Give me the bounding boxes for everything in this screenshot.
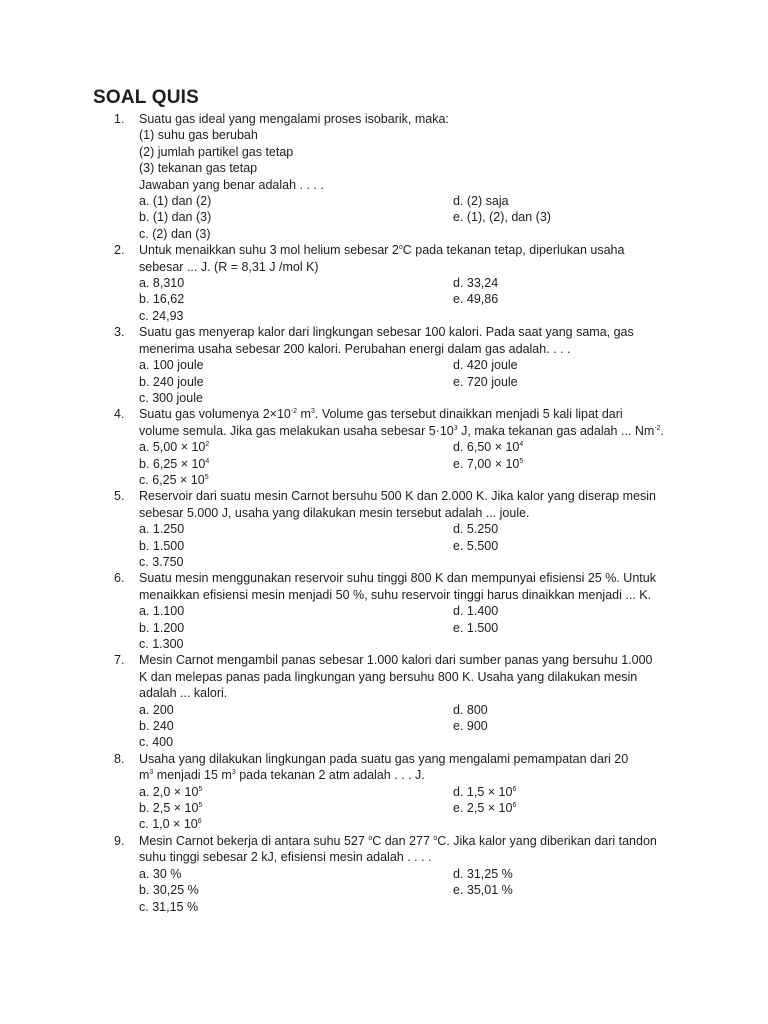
question-text-line: Suatu gas ideal yang mengalami proses isobarik, maka: <box>139 112 449 126</box>
question-item <box>0 242 768 324</box>
answer-option: c. $6,25 \times 10^5$ <box>139 472 209 487</box>
answer-option: a. 8,310 <box>139 276 185 291</box>
answer-option: a. 1.250 <box>139 522 185 537</box>
question-item <box>0 406 768 488</box>
question-item <box>0 751 768 833</box>
question-number: 5. <box>114 489 125 504</box>
question-text-line: (2) jumlah partikel gas tetap <box>139 144 294 159</box>
answer-option: b. 16,62 <box>139 292 185 307</box>
question-text-line: $m^3$ menjadi 15 $m^3$ pada tekanan 2 atm adalah . . . J. <box>139 768 425 783</box>
answer-option: a. (1) dan (2) <box>139 194 212 209</box>
question-text-line: Suatu gas volumenya $2\times 10^{-2}$ $m^3$. Volume gas tersebut dinaikkan menjadi 5 kali lipat dari <box>139 407 623 422</box>
answer-options <box>0 702 768 751</box>
answer-option: e. 5.500 <box>453 538 499 553</box>
question-number: 1. <box>114 112 125 126</box>
question-list <box>0 111 768 915</box>
question-text-line: menaikkan efisiensi mesin menjadi 50 %, suhu reservoir tinggi harus dinaikkan menjadi ... K. <box>139 587 652 602</box>
question-text-line: adalah ... kalori. <box>139 686 228 701</box>
question-item <box>0 570 768 652</box>
question-item <box>0 111 768 242</box>
question-number: 8. <box>114 751 125 766</box>
answer-option: d. 800 <box>453 702 488 717</box>
answer-options <box>0 784 768 833</box>
answer-option: e. 900 <box>453 719 488 734</box>
question-number: 3. <box>114 325 125 340</box>
answer-options <box>0 193 768 242</box>
question-text-line: volume semula. Jika gas melakukan usaha sebesar $5\cdot 10^3$ J, maka tekanan gas adalah ... $Nm^{-2}$. <box>139 423 665 438</box>
question-item <box>0 324 768 406</box>
answer-option: c. $1,0 \times 10^6$ <box>139 817 202 832</box>
answer-option: e. $7,00 \times 10^5$ <box>453 456 524 471</box>
question-number: 2. <box>114 243 125 258</box>
answer-option: c. 300 joule <box>139 390 203 405</box>
answer-option: b. 1.200 <box>139 620 185 635</box>
answer-option: b. 30,25 % <box>139 883 199 898</box>
question-text-line: Mesin Carnot bekerja di antara suhu 527 $^o$C dan 277 $^o$C. Jika kalor yang diberikan dari tandon <box>139 833 657 848</box>
answer-option: a. 200 <box>139 702 174 717</box>
question-number: 4. <box>114 407 125 422</box>
question-text-line: K dan melepas panas pada lingkungan yang bersuhu 800 K. Usaha yang dilakukan mesin <box>139 669 638 684</box>
question-text-line: Usaha yang dilakukan lingkungan pada suatu gas yang mengalami pemampatan dari 20 <box>139 751 629 766</box>
question-text-line: sebesar 5.000 J, usaha yang dilakukan mesin tersebut adalah ... joule. <box>139 505 530 520</box>
question-item <box>0 652 768 750</box>
question-text-line: Suatu mesin menggunakan reservoir suhu tinggi 800 K dan mempunyai efisiensi 25 %. Untuk <box>139 571 656 586</box>
answer-option: e. $2,5 \times 10^6$ <box>453 801 517 816</box>
answer-option: c. 400 <box>139 735 174 750</box>
answer-option: a. $5,00 \times 10^2$ <box>139 440 210 455</box>
answer-options <box>0 866 768 915</box>
question-text-line: (3) tekanan gas tetap <box>139 161 258 176</box>
answer-option: b. $6,25 \times 10^4$ <box>139 456 210 471</box>
answer-option: d. 31,25 % <box>453 866 513 881</box>
answer-option: c. 24,93 <box>139 308 184 323</box>
answer-option: b. 240 <box>139 719 174 734</box>
question-number: 6. <box>114 571 125 586</box>
answer-option: e. 49,86 <box>453 292 499 307</box>
answer-option: a. $2,0 \times 10^5$ <box>139 784 203 799</box>
question-text-line: Jawaban yang benar adalah . . . . <box>139 177 324 192</box>
answer-option: d. 33,24 <box>453 276 499 291</box>
answer-option: a. 1.100 <box>139 604 185 619</box>
page-title: SOAL QUIS <box>93 87 199 108</box>
question-number: 9. <box>114 833 125 848</box>
question-text-line: Untuk menaikkan suhu 3 mol helium sebesar 2$^o$C pada tekanan tetap, diperlukan usaha <box>139 243 625 258</box>
answer-option: c. 1.300 <box>139 637 184 651</box>
answer-options <box>0 521 768 570</box>
answer-options <box>0 603 768 652</box>
answer-option: d. 5.250 <box>453 522 499 537</box>
question-item <box>0 833 768 915</box>
answer-option: b. (1) dan (3) <box>139 210 212 225</box>
answer-option: d. $6,50 \times 10^4$ <box>453 440 524 455</box>
answer-option: b. 1.500 <box>139 538 185 553</box>
question-text-line: Reservoir dari suatu mesin Carnot bersuhu 500 K dan 2.000 K. Jika kalor yang diserap mesin <box>139 489 656 504</box>
question-text-line: sebesar ... J. (R = 8,31 J /mol K) <box>139 259 319 274</box>
question-text-line: Mesin Carnot mengambil panas sebesar 1.000 kalori dari sumber panas yang bersuhu 1.000 <box>139 653 653 668</box>
question-text-line: suhu tinggi sebesar 2 kJ, efisiensi mesin adalah . . . . <box>139 850 432 865</box>
answer-option: d. (2) saja <box>453 194 509 209</box>
answer-options <box>0 275 768 324</box>
answer-options <box>0 357 768 406</box>
answer-option: e. 35,01 % <box>453 883 513 898</box>
answer-option: a. 100 joule <box>139 358 204 373</box>
answer-option: a. 30 % <box>139 866 182 881</box>
answer-option: d. 420 joule <box>453 358 518 373</box>
question-text-line: Suatu gas menyerap kalor dari lingkungan sebesar 100 kalori. Pada saat yang sama, gas <box>139 325 634 340</box>
answer-option: d. $1,5 \times 10^6$ <box>453 784 517 799</box>
answer-option: e. 720 joule <box>453 374 518 389</box>
answer-option: c. (2) dan (3) <box>139 226 211 241</box>
answer-options <box>0 439 768 488</box>
answer-option: c. 31,15 % <box>139 899 199 914</box>
answer-option: e. 1.500 <box>453 620 499 635</box>
question-text-line: menerima usaha sebesar 200 kalori. Perubahan energi dalam gas adalah. . . . <box>139 341 571 356</box>
answer-option: c. 3.750 <box>139 554 184 569</box>
question-item <box>0 488 768 570</box>
answer-option: b. $2,5 \times 10^5$ <box>139 801 203 816</box>
answer-option: d. 1.400 <box>453 604 499 619</box>
question-text-line: (1) suhu gas berubah <box>139 128 258 143</box>
answer-option: e. (1), (2), dan (3) <box>453 210 551 225</box>
question-number: 7. <box>114 653 125 668</box>
answer-option: b. 240 joule <box>139 374 204 389</box>
